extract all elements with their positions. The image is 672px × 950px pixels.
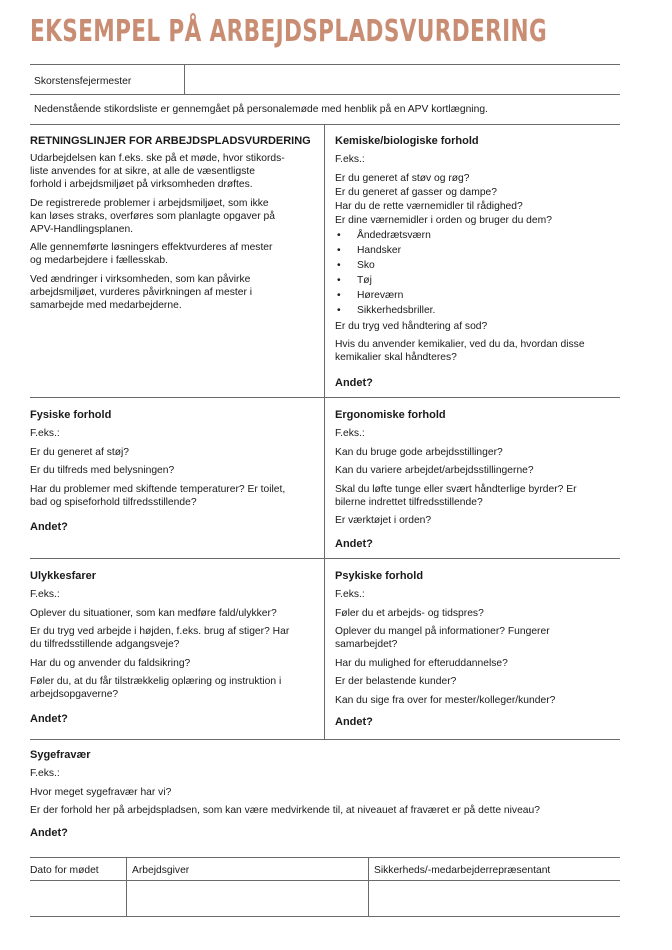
other-label: Andet? (30, 827, 68, 839)
guidelines-paragraph: Ved ændringer i virksomheden, som kan påvirke arbejdsmiljøet, vurderes påvirkningen af mester i samarbejde med medarbejderne. (30, 273, 253, 311)
guidelines-paragraph: Udarbejdelsen kan f.eks. ske på et møde, hvor stikords- liste anvendes for at sikre, at alle de væsentligste forhold i arbejdsmiljøet på virksomheden drøftes. (30, 153, 285, 190)
sick-leave-list (30, 767, 620, 823)
ergonomic-list (335, 427, 620, 533)
question: Oplever du situationer, som kan medføre fald/ulykker? (30, 607, 277, 619)
list-item: • Sikkerhedsbriller. (335, 304, 620, 317)
feks-label: F.eks.: (30, 428, 60, 439)
physical-list (30, 427, 320, 514)
safety-rep-label: Sikkerheds/-medarbejderrepræsentant (374, 865, 551, 876)
question: Oplever du mangel på informationer? Fungerer samarbejdet? (335, 626, 550, 650)
ergonomic-heading: Ergonomiske forhold (335, 409, 446, 421)
divider (30, 857, 620, 858)
divider (30, 124, 620, 125)
question: Skal du løfte tunge eller svært håndterlige byrder? Er bilerne indrettet tilfredsstillende? (335, 483, 577, 508)
feks-label: F.eks.: (30, 768, 60, 779)
guidelines-text (30, 152, 320, 317)
column-divider (324, 124, 325, 739)
divider (30, 558, 620, 559)
ppe-list (335, 229, 620, 317)
company-type-field[interactable] (186, 65, 618, 93)
question: Hvis du anvender kemikalier, ved du da, hvordan disse kemikalier skal håndteres? (335, 339, 585, 363)
safety-rep-signature-field[interactable] (369, 881, 620, 915)
question: Er der belastende kunder? (335, 676, 457, 687)
list-item: • Sko (335, 259, 620, 272)
employer-signature-field[interactable] (127, 881, 367, 915)
guidelines-paragraph: De registrerede problemer i arbejdsmiljøet, som ikke kan løses straks, overføres som planlagte opgaver på APV-Handlingsplanen. (30, 197, 275, 235)
employer-label: Arbejdsgiver (132, 865, 190, 876)
question: Har du problemer med skiftende temperaturer? Er toilet, bad og spiseforhold tilfredsstillende? (30, 483, 286, 508)
list-item: • Åndedrætsværn (335, 229, 620, 242)
question: Er der forhold her på arbejdspladsen, som kan være medvirkende til, at niveauet af fraværet er på dette niveau? (30, 805, 540, 816)
company-type-label: Skorstensfejermester (34, 76, 132, 87)
accidents-list (30, 588, 320, 707)
list-item: • Høreværn (335, 289, 620, 302)
other-label: Andet? (30, 521, 68, 533)
meeting-date-field[interactable] (30, 881, 125, 915)
other-label: Andet? (30, 713, 68, 725)
feks-label: F.eks.: (335, 589, 365, 600)
accidents-heading: Ulykkesfarer (30, 570, 97, 582)
physical-heading: Fysiske forhold (30, 409, 112, 421)
question: Er du generet af støj? (30, 446, 130, 458)
chemical-list (335, 153, 620, 370)
meeting-date-label: Dato for mødet (30, 865, 99, 876)
feks-label: F.eks.: (30, 589, 60, 600)
page-title: EKSEMPEL PÅ ARBEJDSPLADSVURDERING (30, 14, 548, 49)
guidelines-heading: RETNINGSLINJER FOR ARBEJDSPLADSVURDERING (30, 135, 311, 147)
list-item: • Handsker (335, 244, 620, 257)
psychological-heading: Psykiske forhold (335, 570, 424, 582)
list-item: • Tøj (335, 274, 620, 287)
question: Føler du, at du får tilstrækkelig oplæring og instruktion i arbejdsopgaverne? (30, 676, 282, 700)
guidelines-paragraph: Alle gennemførte løsningers effektvurderes af mester og medarbejdere i fællesskab. (30, 242, 273, 266)
divider (184, 64, 185, 94)
question: Er værktøjet i orden? (335, 515, 432, 526)
question: Føler du et arbejds- og tidspres? (335, 607, 484, 619)
divider (30, 397, 620, 398)
question: Har du de rette værnemidler til rådighed? (335, 200, 523, 212)
sick-leave-heading: Sygefravær (30, 749, 91, 761)
intro-text: Nedenstående stikordsliste er gennemgået på personalemøde med henblik på en APV kortlægning. (34, 104, 488, 115)
other-label: Andet? (335, 538, 373, 550)
question: Har du mulighed for efteruddannelse? (335, 657, 508, 669)
question: Har du og anvender du faldsikring? (30, 657, 191, 669)
chemical-heading: Kemiske/biologiske forhold (335, 135, 479, 147)
question: Hvor meget sygefravær har vi? (30, 786, 172, 798)
question: Kan du variere arbejdet/arbejdsstillingerne? (335, 465, 534, 476)
question: Er du tryg ved arbejde i højden, f.eks. brug af stiger? Har du tilfredsstillende adgangsveje? (30, 626, 290, 650)
divider (30, 916, 620, 917)
feks-label: F.eks.: (335, 428, 365, 439)
question: Er du tilfreds med belysningen? (30, 465, 175, 476)
divider (30, 739, 620, 740)
other-label: Andet? (335, 377, 373, 389)
question: Kan du sige fra over for mester/kolleger/kunder? (335, 694, 556, 706)
feks-label: F.eks.: (335, 154, 365, 165)
question: Er dine værnemidler i orden og bruger du dem? (335, 214, 552, 226)
psychological-list (335, 588, 620, 712)
question: Er du generet af støv og røg? (335, 172, 470, 184)
divider (30, 94, 620, 95)
question: Kan du bruge gode arbejdsstillinger? (335, 446, 503, 458)
question: Er du tryg ved håndtering af sod? (335, 320, 488, 332)
other-label: Andet? (335, 716, 373, 728)
question: Er du generet af gasser og dampe? (335, 186, 497, 198)
